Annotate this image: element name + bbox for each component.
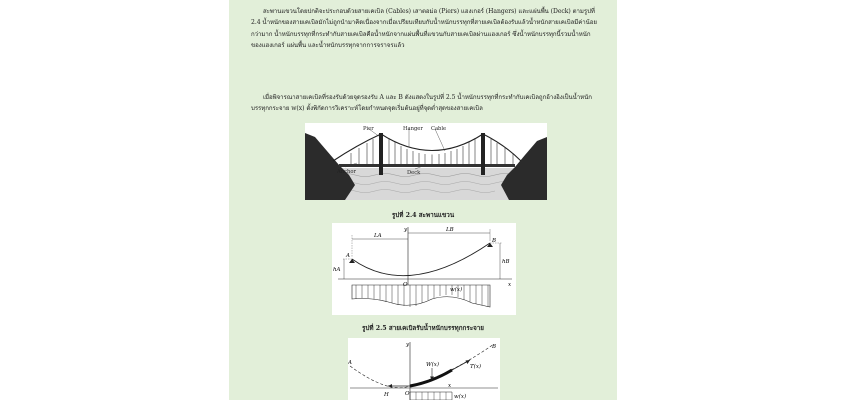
label-deck: Deck <box>407 170 421 176</box>
label-point-b: B <box>492 238 497 244</box>
cable-load-diagram <box>332 223 516 315</box>
label-height-a: hA <box>333 267 341 273</box>
cable-segment-diagram <box>348 338 500 400</box>
figure-cable-segment <box>348 338 500 400</box>
label-length-b: LB <box>446 227 454 233</box>
label-origin: O <box>403 282 408 288</box>
label-point-a-3: A <box>348 360 352 366</box>
label-distributed-load-3: w(x) <box>454 394 467 400</box>
label-x-axis: x <box>508 282 512 288</box>
label-x-3: x <box>448 383 452 389</box>
label-y-axis-3: y <box>406 342 410 348</box>
bridge-illustration <box>305 123 547 200</box>
caption-figure-2-4: รูปที่ 2.4 สะพานแขวน <box>391 212 455 219</box>
label-pier: Pier <box>363 126 374 132</box>
label-horizontal-force: H <box>384 392 389 398</box>
paragraph-cable-analysis: เมื่อพิจารณาสายเคเบิลที่รองรับด้วยจุดรองรับ A และ B ดังแสดงในรูปที่ 2.5 น้ำหนักบรรทุกที่กระทำกับเคเบิลถูกอ้างอิงเป็นน้ำหนักบรรทุกกระจาย w(x) ตั้งพิกัดการวิเคราะห์โดยกำหนดจุดเริ่มต้นอยู่ที่จุดต่ำสุดของสายเคเบิล <box>251 94 592 113</box>
label-origin-3: O <box>405 391 410 397</box>
label-length-a: LA <box>374 233 382 239</box>
label-distributed-load: w(x) <box>450 287 463 293</box>
label-cable: Cable <box>431 126 447 132</box>
figure-cable-distributed-load <box>332 223 516 315</box>
paragraph-suspension-bridge: สะพานแขวนโดยปกติจะประกอบด้วยสายเคเบิล (Cables) เสาตอม่อ (Piers) แฮงเกอร์ (Hangers) และแผ่นพื้น (Deck) ตามรูปที่ 2.4 น้ำหนักของสายเคเบิลมักไม่ถูกนำมาคิดเนื่องจากเมื่อเปรียบเทียบกับน้ำหนักบรรทุกที่สายเคเบิลต้องรับแล้วน้ำหนักสายเคเบิลมีค่าน้อยกว่ามาก น้ำหนักบรรทุกที่กระทำกับสายเคเบิลคือน้ำหนักจากแผ่นพื้นที่แขวนกับสายเคเบิลผ่านแฮงเกอร์ ซึ่งน้ำหนักบรรทุกนี้รวมน้ำหนักของแฮงเกอร์ แผ่นพื้น และน้ำหนักบรรทุกจากการจราจรแล้ว <box>251 8 597 49</box>
label-y-axis: y <box>404 227 408 233</box>
label-resultant-load: W(x) <box>426 362 440 368</box>
label-point-b-3: B <box>492 344 497 350</box>
label-hanger: Hanger <box>403 126 423 132</box>
label-tension: T(x) <box>470 364 482 370</box>
document-page <box>229 0 617 400</box>
figure-suspension-bridge <box>305 123 547 200</box>
caption-figure-2-5: รูปที่ 2.5 สายเคเบิลรับน้ำหนักบรรทุกกระจาย <box>361 325 484 332</box>
label-height-b: hB <box>502 259 510 265</box>
label-point-a: A <box>346 253 350 259</box>
label-anchor: Anchor <box>337 169 356 175</box>
